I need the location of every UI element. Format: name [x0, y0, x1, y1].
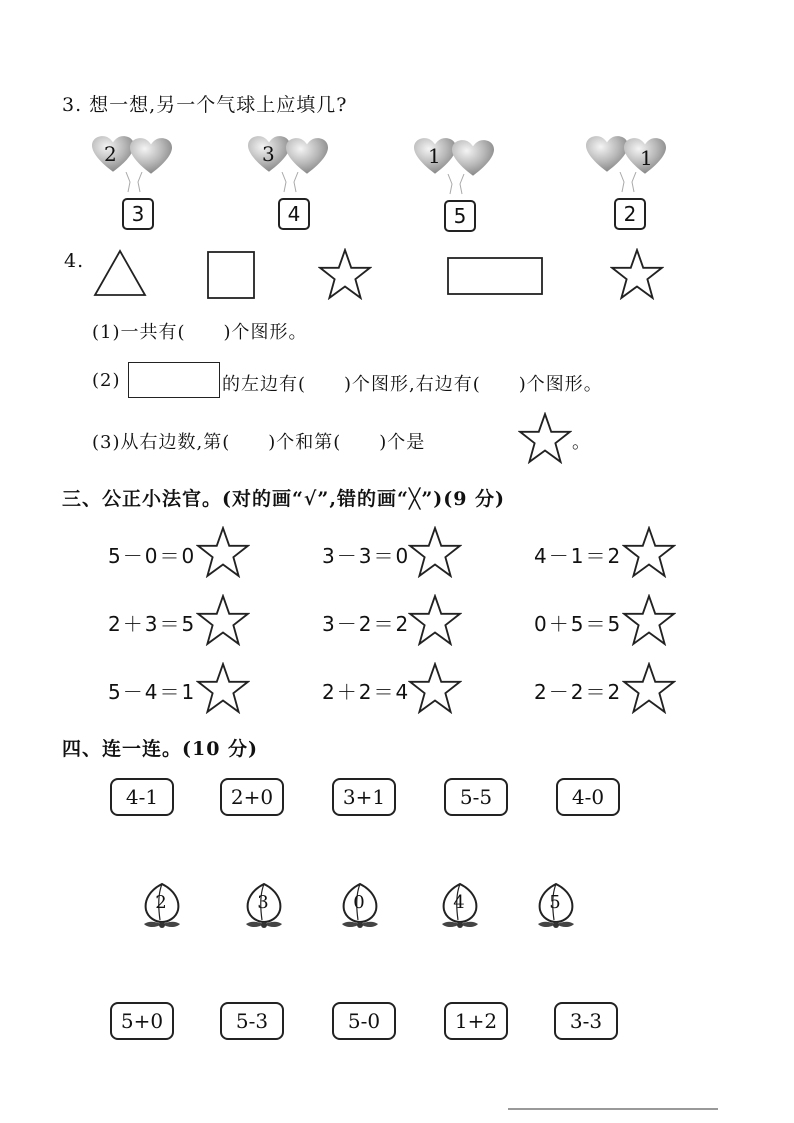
star-icon — [318, 248, 372, 300]
balloon-number: 3 — [262, 142, 275, 166]
equation: 2－2＝2 — [534, 680, 623, 704]
star-icon — [518, 412, 572, 464]
expression-box[interactable]: 5-3 — [220, 1002, 284, 1040]
expression-box[interactable]: 3+1 — [332, 778, 396, 816]
peach-icon[interactable] — [238, 880, 290, 932]
equation: 3－2＝2 — [322, 612, 411, 636]
rectangle-shape — [446, 256, 544, 296]
star-icon[interactable] — [622, 662, 676, 714]
star-icon[interactable] — [196, 526, 250, 578]
balloon-strings — [276, 172, 306, 194]
fruit-number: 4 — [453, 892, 465, 913]
expression-box[interactable]: 3-3 — [554, 1002, 618, 1040]
equation: 5－4＝1 — [108, 680, 197, 704]
question-4-part-2-suffix: 的左边有( )个图形,右边有( )个图形。 — [222, 374, 603, 395]
equation: 0＋5＝5 — [534, 612, 623, 636]
peach-icon[interactable] — [434, 880, 486, 932]
square-shape — [206, 250, 256, 300]
heart-balloon-icon — [286, 138, 328, 176]
balloon-number: 1 — [640, 146, 653, 170]
peach-icon[interactable] — [530, 880, 582, 932]
star-icon[interactable] — [408, 594, 462, 646]
star-icon — [610, 248, 664, 300]
question-4-part-3-suffix: 。 — [572, 432, 591, 453]
fruit-number: 5 — [549, 892, 561, 913]
equation: 2＋3＝5 — [108, 612, 197, 636]
star-icon[interactable] — [622, 594, 676, 646]
balloon-number: 2 — [104, 142, 117, 166]
peach-icon[interactable] — [136, 880, 188, 932]
heart-balloon-icon — [130, 138, 172, 176]
expression-box[interactable]: 2+0 — [220, 778, 284, 816]
expression-box[interactable]: 5-5 — [444, 778, 508, 816]
star-icon[interactable] — [622, 526, 676, 578]
rectangle-shape — [128, 362, 220, 398]
expression-box[interactable]: 4-0 — [556, 778, 620, 816]
star-icon[interactable] — [408, 662, 462, 714]
equation: 5－0＝0 — [108, 544, 197, 568]
answer-box: 5 — [444, 200, 476, 232]
question-4-part-3-prefix: (3)从右边数,第( )个和第( )个是 — [92, 432, 426, 453]
equation: 4－1＝2 — [534, 544, 623, 568]
question-4-part-2-prefix: (2) — [92, 370, 121, 391]
question-4-number: 4. — [64, 250, 85, 272]
expression-box[interactable]: 4-1 — [110, 778, 174, 816]
star-icon[interactable] — [196, 662, 250, 714]
peach-icon[interactable] — [334, 880, 386, 932]
expression-box[interactable]: 5-0 — [332, 1002, 396, 1040]
balloon-strings — [120, 172, 150, 194]
heart-balloon-icon — [452, 140, 494, 178]
question-3-title: 3. 想一想,另一个气球上应填几? — [62, 94, 348, 116]
expression-box[interactable]: 1+2 — [444, 1002, 508, 1040]
answer-box: 2 — [614, 198, 646, 230]
fruit-number: 3 — [257, 892, 269, 913]
answer-box: 3 — [122, 198, 154, 230]
fruit-number: 2 — [155, 892, 167, 913]
balloon-number: 1 — [428, 144, 441, 168]
star-icon[interactable] — [196, 594, 250, 646]
fruit-number: 0 — [353, 892, 365, 913]
equation: 2＋2＝4 — [322, 680, 411, 704]
footer-rule — [508, 1108, 718, 1110]
heart-balloon-icon — [586, 136, 628, 174]
expression-box[interactable]: 5+0 — [110, 1002, 174, 1040]
triangle-shape — [92, 248, 148, 298]
answer-box: 4 — [278, 198, 310, 230]
balloon-strings — [614, 172, 644, 194]
section-4-title: 四、连一连。(10 分) — [62, 738, 259, 760]
section-3-title: 三、公正小法官。(对的画“√”,错的画“╳”)(9 分) — [62, 488, 506, 510]
star-icon[interactable] — [408, 526, 462, 578]
equation: 3－3＝0 — [322, 544, 411, 568]
question-4-part-1: (1)一共有( )个图形。 — [92, 322, 308, 343]
balloon-strings — [442, 174, 472, 196]
